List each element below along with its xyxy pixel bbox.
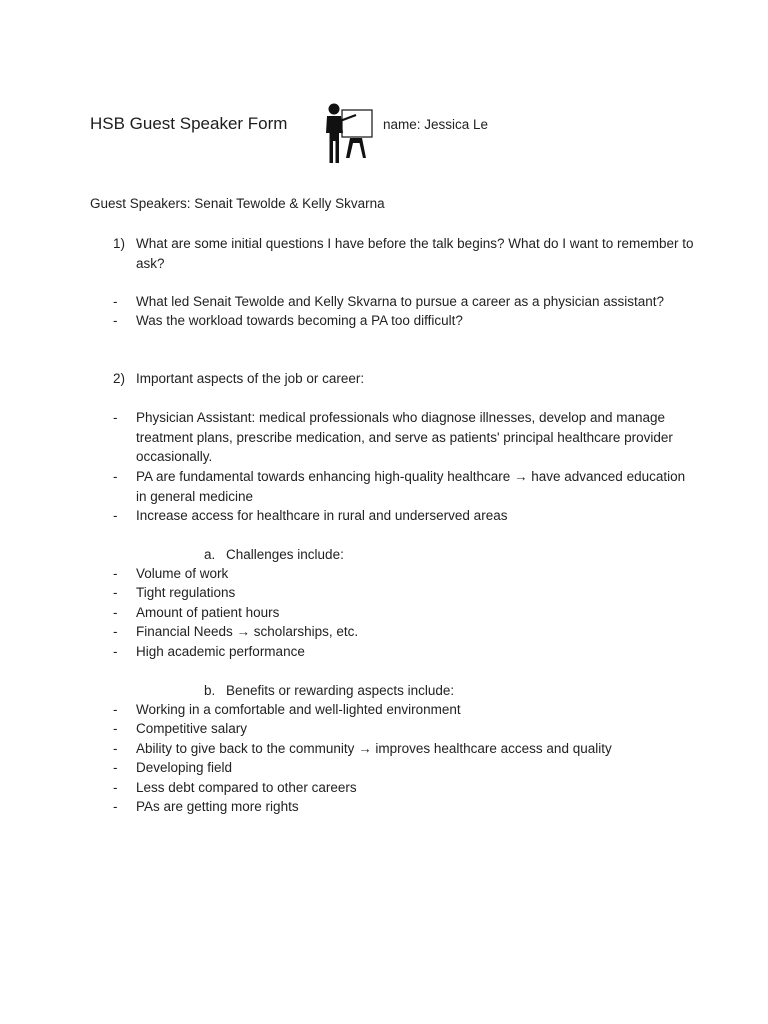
dash-bullet: - (113, 702, 118, 717)
dash-bullet: - (113, 644, 118, 659)
student-name: name: Jessica Le (383, 117, 489, 132)
list-item-text: What led Senait Tewolde and Kelly Skvarna to pursue a career as a physician assistant? (136, 294, 665, 309)
sub-letter: a. (204, 547, 216, 562)
dash-bullet: - (113, 799, 118, 814)
list-item-text: Volume of work (136, 566, 229, 581)
sub-heading-text: Benefits or rewarding aspects include: (226, 683, 455, 698)
dash-bullet: - (113, 585, 118, 600)
list-item-text: PA are fundamental towards enhancing high-quality healthcare → have advanced education in general medicine (136, 469, 686, 504)
list-item-text: High academic performance (136, 644, 305, 659)
guest-speakers-line: Guest Speakers: Senait Tewolde & Kelly Skvarna (90, 196, 385, 211)
sub-heading-text: Challenges include: (226, 547, 344, 562)
dash-bullet: - (113, 313, 118, 328)
question-text: What are some initial questions I have before the talk begins? What do I want to remember to ask? (136, 236, 694, 271)
list-item-text: PAs are getting more rights (136, 799, 299, 814)
list-item-text: Less debt compared to other careers (136, 780, 357, 795)
dash-bullet: - (113, 624, 118, 639)
list-item-text: Competitive salary (136, 721, 248, 736)
question-text: Important aspects of the job or career: (136, 371, 365, 386)
list-item-text: Ability to give back to the community → improves healthcare access and quality (136, 741, 612, 756)
list-item-text: Increase access for healthcare in rural and underserved areas (136, 508, 508, 523)
question-number: 1) (113, 236, 126, 251)
form-title: HSB Guest Speaker Form (90, 114, 288, 133)
dash-bullet: - (113, 605, 118, 620)
dash-bullet: - (113, 721, 118, 736)
dash-bullet: - (113, 780, 118, 795)
dash-bullet: - (113, 760, 118, 775)
list-item-text: Working in a comfortable and well-lighted environment (136, 702, 461, 717)
list-item-text: Physician Assistant: medical professionals who diagnose illnesses, develop and manage treatment plans, prescribe medication, and serve as patients' principal healthcare provider occasionally. (136, 410, 673, 464)
dash-bullet: - (113, 566, 118, 581)
sub-letter: b. (204, 683, 216, 698)
dash-bullet: - (113, 508, 118, 523)
list-item-text: Amount of patient hours (136, 605, 280, 620)
list-item-text: Financial Needs → scholarships, etc. (136, 624, 359, 639)
list-item-text: Was the workload towards becoming a PA too difficult? (136, 313, 463, 328)
list-item-text: Developing field (136, 760, 233, 775)
dash-bullet: - (113, 410, 118, 425)
question-number: 2) (113, 371, 126, 386)
teacher-at-board-icon (322, 103, 376, 165)
dash-bullet: - (113, 469, 118, 484)
dash-bullet: - (113, 741, 118, 756)
dash-bullet: - (113, 294, 118, 309)
list-item-text: Tight regulations (136, 585, 236, 600)
